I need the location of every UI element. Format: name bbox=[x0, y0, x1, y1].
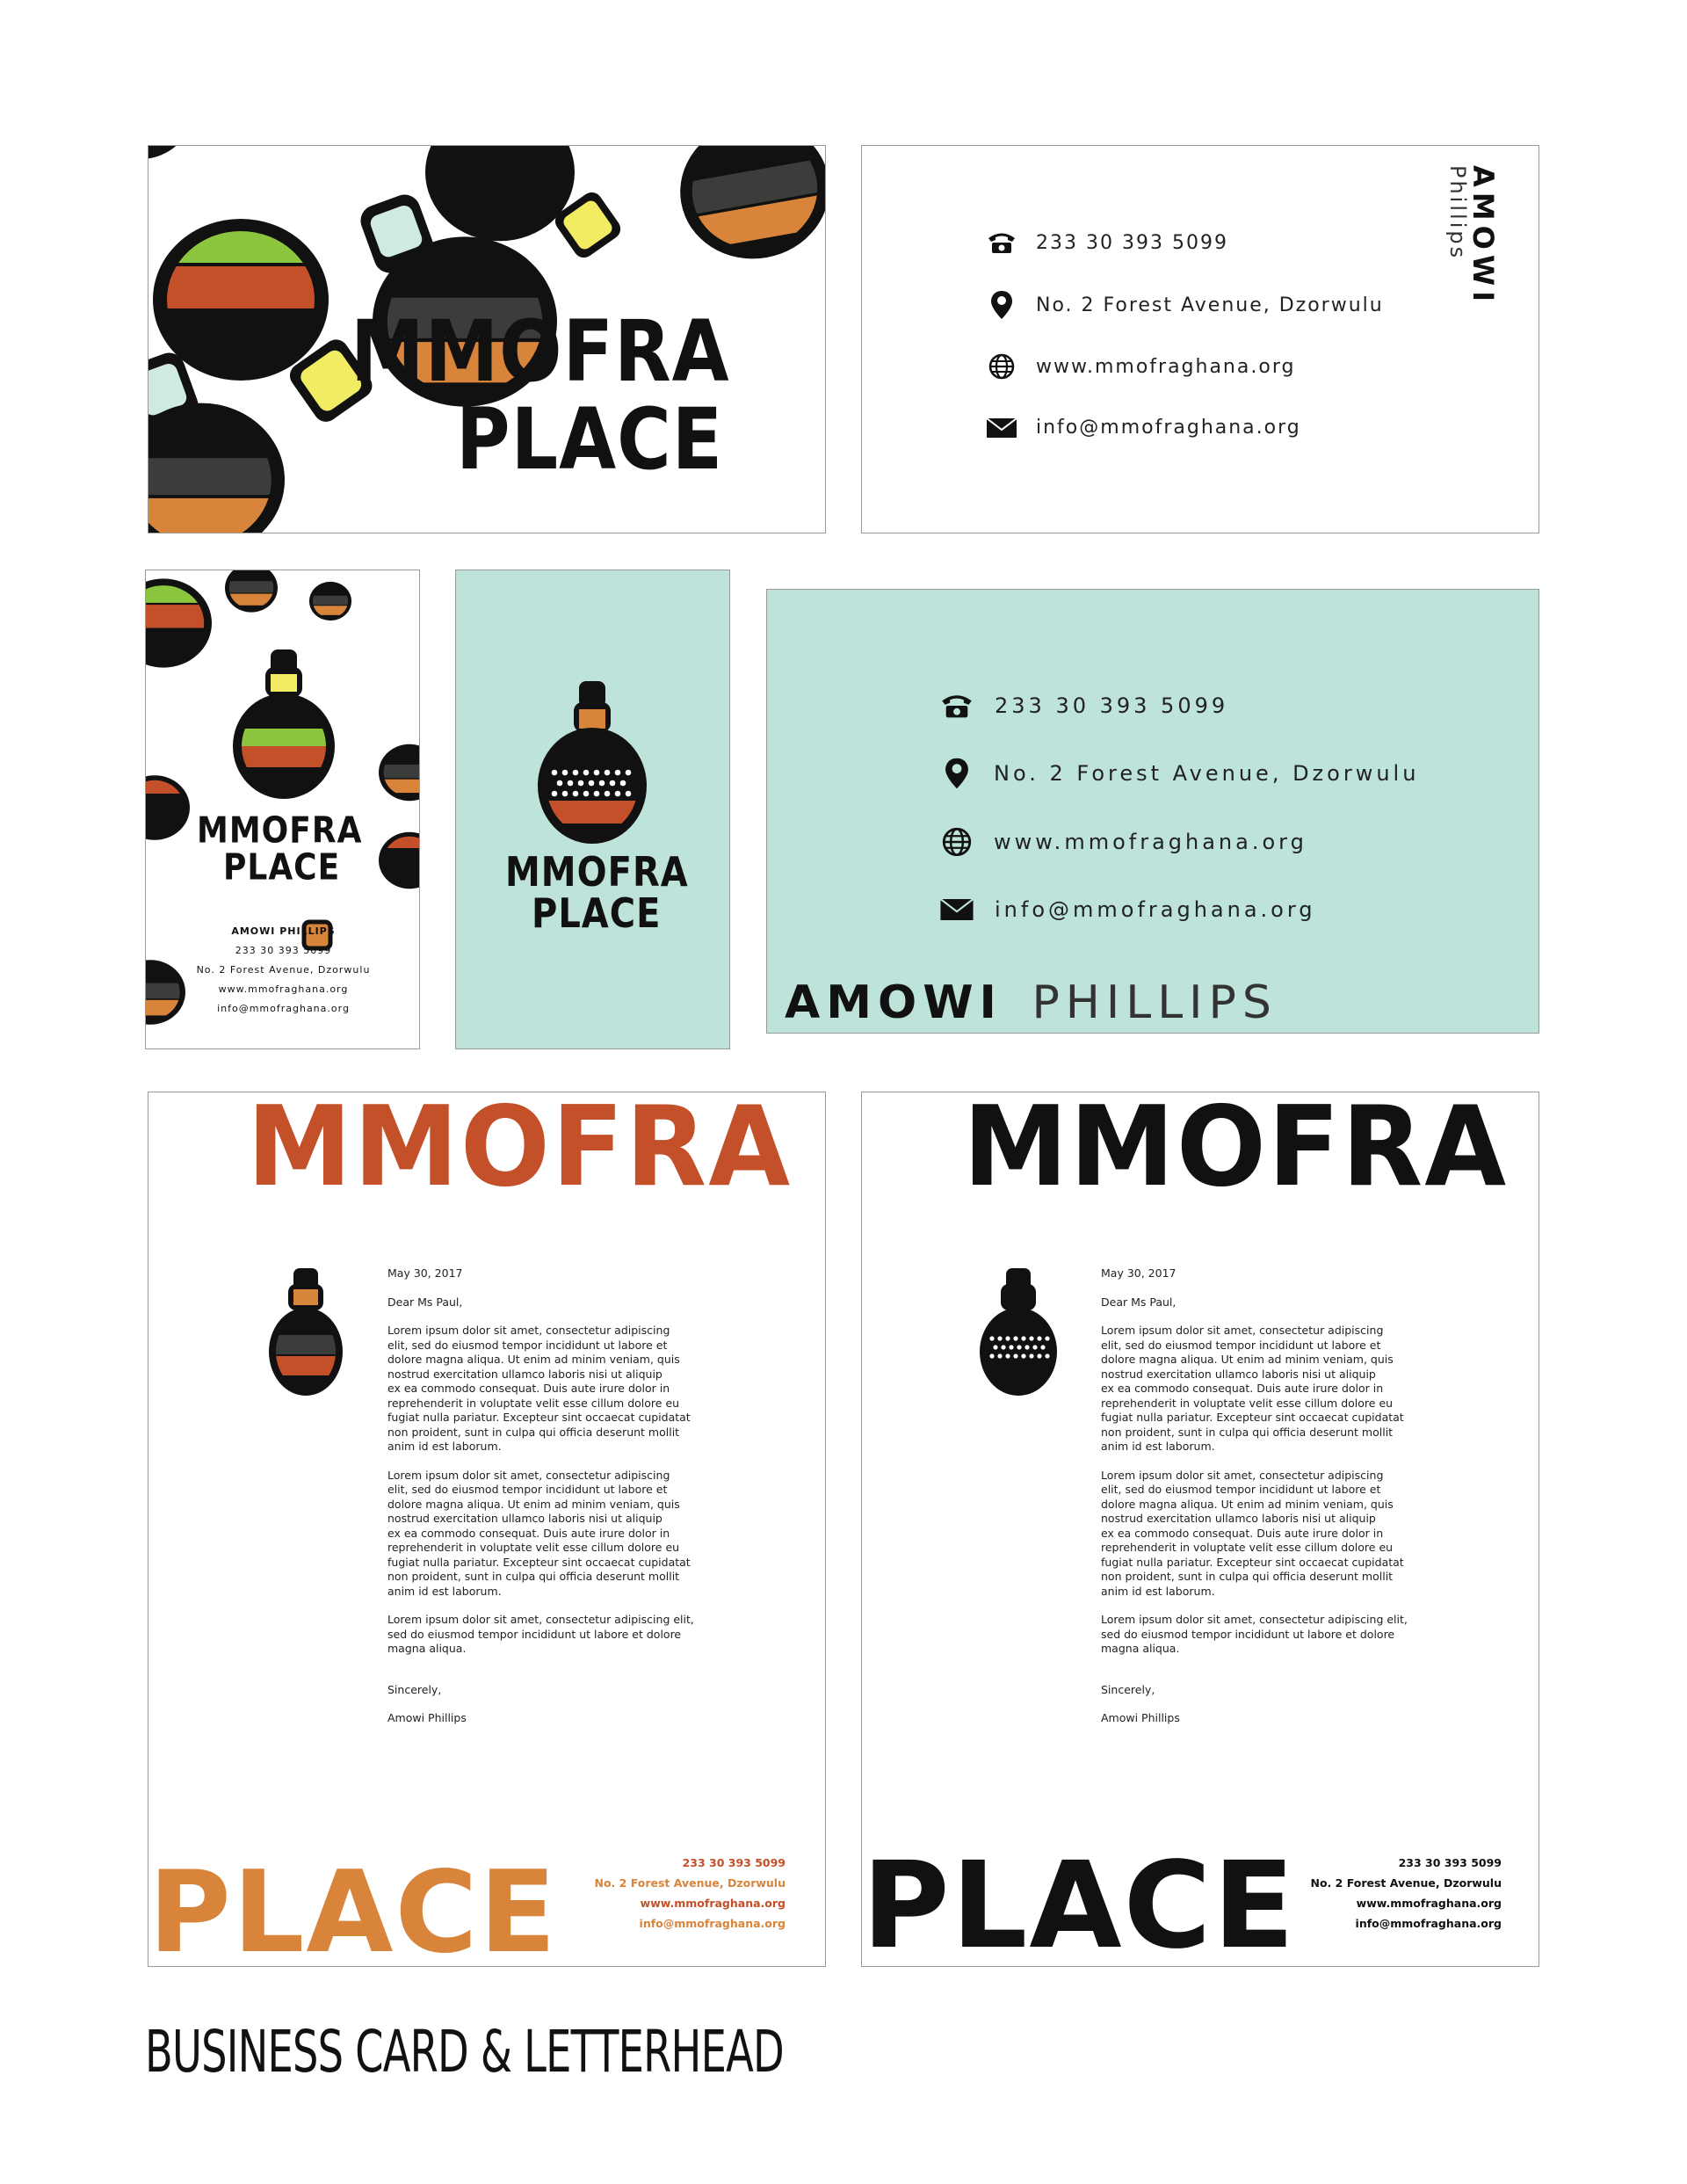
business-card-back-mint bbox=[766, 589, 1539, 1034]
contact-email: info@mmofraghana.org bbox=[639, 1917, 786, 1930]
person-last-name: Phillips bbox=[1445, 165, 1470, 261]
person-name-vertical bbox=[1445, 165, 1512, 359]
contact-phone-row bbox=[940, 692, 1228, 720]
letter-date: May 30, 2017 bbox=[387, 1266, 463, 1280]
letter-paragraph-1: Lorem ipsum dolor sit amet, consectetur adipiscing elit, sed do eiusmod tempor incididunt ut labore et dolore magna aliqua. Ut enim ad minim veniam, quis nostrud exercitation ullamco laboris nisi ut aliquip ex ea commodo consequat. Duis aute irure dolor in reprehenderit in voluptate velit esse cillum dolore eu fugiat nulla pariatur. Excepteur sint occaecat cupidatat non proident, sunt in culpa qui officia deserunt mollit anim id est laborum. bbox=[387, 1324, 691, 1453]
letter-paragraph-3: Lorem ipsum dolor sit amet, consectetur adipiscing elit, sed do eiusmod tempor incididunt ut labore et dolore magna aliqua. bbox=[387, 1613, 694, 1655]
mail-icon bbox=[987, 418, 1017, 438]
brand-logo-place: PLACE bbox=[532, 890, 662, 938]
contact-phone: 233 30 393 5099 bbox=[1398, 1856, 1502, 1869]
letter-greeting: Dear Ms Paul, bbox=[387, 1295, 463, 1309]
contact-address: No. 2 Forest Avenue, Dzorwulu bbox=[594, 1876, 786, 1890]
letter-closing: Sincerely, bbox=[1101, 1682, 1155, 1696]
phone-icon bbox=[940, 692, 974, 720]
letterhead-brand-top: MMOFRA bbox=[247, 1092, 793, 1212]
contact-address: No. 2 Forest Avenue, Dzorwulu bbox=[1310, 1876, 1502, 1890]
brand-logo-place: PLACE bbox=[223, 846, 341, 889]
contact-email: info@mmofraghana.org bbox=[995, 897, 1316, 922]
letter-paragraph-3: Lorem ipsum dolor sit amet, consectetur adipiscing elit, sed do eiusmod tempor incididunt ut labore et dolore magna aliqua. bbox=[1101, 1613, 1408, 1655]
vertical-card-contact-block bbox=[146, 922, 420, 1019]
letterhead-black bbox=[861, 1092, 1539, 1967]
business-card-front-horizontal bbox=[148, 145, 826, 533]
person-name-horizontal bbox=[785, 976, 1278, 1029]
contact-phone-row bbox=[987, 230, 1228, 255]
globe-icon bbox=[942, 827, 972, 857]
letter-closing: Sincerely, bbox=[387, 1682, 442, 1696]
person-first-name: AMOWI bbox=[1466, 165, 1500, 308]
gourd-icon bbox=[456, 570, 730, 860]
letter-greeting: Dear Ms Paul, bbox=[1101, 1295, 1177, 1309]
location-pin-icon bbox=[945, 757, 969, 790]
contact-web: www.mmofraghana.org bbox=[640, 1897, 786, 1910]
business-card-vertical-front bbox=[145, 570, 420, 1049]
person-first-name: AMOWI bbox=[785, 976, 1003, 1029]
contact-address: No. 2 Forest Avenue, Dzorwulu bbox=[1036, 294, 1384, 316]
contact-email-row bbox=[940, 897, 1316, 922]
brand-logo-mmofra: MMOFRA bbox=[505, 849, 689, 896]
letterhead-footer-contact bbox=[1311, 1853, 1502, 1934]
letterhead-brand-bottom: PLACE bbox=[862, 1837, 1297, 1967]
letterhead-footer-contact bbox=[595, 1853, 786, 1934]
contact-phone: 233 30 393 5099 bbox=[995, 693, 1229, 718]
location-pin-icon bbox=[990, 290, 1013, 320]
contact-address: No. 2 Forest Avenue, Dzorwulu bbox=[196, 964, 371, 976]
letter-date: May 30, 2017 bbox=[1101, 1266, 1177, 1280]
contact-phone: 233 30 393 5099 bbox=[682, 1856, 786, 1869]
letterhead-brand-bottom: PLACE bbox=[148, 1847, 558, 1967]
business-card-back-horizontal bbox=[861, 145, 1539, 533]
contact-web: www.mmofraghana.org bbox=[1036, 355, 1296, 378]
contact-email-row bbox=[987, 417, 1301, 439]
letter-body bbox=[387, 1266, 757, 1740]
gourd-icon bbox=[267, 1268, 346, 1409]
contact-address-row bbox=[990, 290, 1384, 320]
mail-icon bbox=[940, 899, 974, 920]
globe-icon bbox=[988, 353, 1015, 380]
brand-logo-mmofra: MMOFRA bbox=[197, 809, 363, 852]
contact-address-row bbox=[945, 757, 1419, 790]
contact-web: www.mmofraghana.org bbox=[1356, 1897, 1502, 1910]
brand-logo-mmofra: MMOFRA bbox=[351, 301, 730, 402]
page-caption: BUSINESS CARD & LETTERHEAD bbox=[145, 2018, 784, 2086]
letterhead-orange bbox=[148, 1092, 826, 1967]
contact-web: www.mmofraghana.org bbox=[218, 983, 349, 995]
contact-phone: 233 30 393 5099 bbox=[1036, 231, 1228, 254]
letter-paragraph-2: Lorem ipsum dolor sit amet, consectetur adipiscing elit, sed do eiusmod tempor incididunt ut labore et dolore magna aliqua. Ut enim ad minim veniam, quis nostrud exercitation ullamco laboris nisi ut aliquip ex ea commodo consequat. Duis aute irure dolor in reprehenderit in voluptate velit esse cillum dolore eu fugiat nulla pariatur. Excepteur sint occaecat cupidatat non proident, sunt in culpa qui officia deserunt mollit anim id est laborum. bbox=[387, 1468, 691, 1598]
gourd-icon bbox=[976, 1268, 1064, 1409]
contact-email: info@mmofraghana.org bbox=[1036, 417, 1301, 439]
letter-paragraph-2: Lorem ipsum dolor sit amet, consectetur adipiscing elit, sed do eiusmod tempor incididunt ut labore et dolore magna aliqua. Ut enim ad minim veniam, quis nostrud exercitation ullamco laboris nisi ut aliquip ex ea commodo consequat. Duis aute irure dolor in reprehenderit in voluptate velit esse cillum dolore eu fugiat nulla pariatur. Excepteur sint occaecat cupidatat non proident, sunt in culpa qui officia deserunt mollit anim id est laborum. bbox=[1101, 1468, 1404, 1598]
person-last-name: PHILLIPS bbox=[1032, 976, 1278, 1029]
letterhead-brand-top: MMOFRA bbox=[963, 1092, 1509, 1212]
contact-email: info@mmofraghana.org bbox=[217, 1003, 350, 1014]
letter-paragraph-1: Lorem ipsum dolor sit amet, consectetur adipiscing elit, sed do eiusmod tempor incididunt ut labore et dolore magna aliqua. Ut enim ad minim veniam, quis nostrud exercitation ullamco laboris nisi ut aliquip ex ea commodo consequat. Duis aute irure dolor in reprehenderit in voluptate velit esse cillum dolore eu fugiat nulla pariatur. Excepteur sint occaecat cupidatat non proident, sunt in culpa qui officia deserunt mollit anim id est laborum. bbox=[1101, 1324, 1404, 1453]
contact-web: www.mmofraghana.org bbox=[994, 830, 1307, 854]
contact-address: No. 2 Forest Avenue, Dzorwulu bbox=[994, 761, 1420, 786]
contact-phone: 233 30 393 5099 bbox=[235, 945, 332, 956]
phone-icon bbox=[987, 230, 1017, 255]
contact-web-row bbox=[942, 827, 1307, 857]
letter-body bbox=[1101, 1266, 1470, 1740]
brand-logo-place: PLACE bbox=[456, 389, 724, 490]
person-full-name: AMOWI PHILLIPS bbox=[231, 925, 336, 937]
letter-signature: Amowi Phillips bbox=[387, 1711, 467, 1724]
letter-signature: Amowi Phillips bbox=[1101, 1711, 1180, 1724]
business-card-vertical-mint bbox=[455, 570, 730, 1049]
contact-email: info@mmofraghana.org bbox=[1355, 1917, 1502, 1930]
contact-web-row bbox=[988, 353, 1295, 380]
